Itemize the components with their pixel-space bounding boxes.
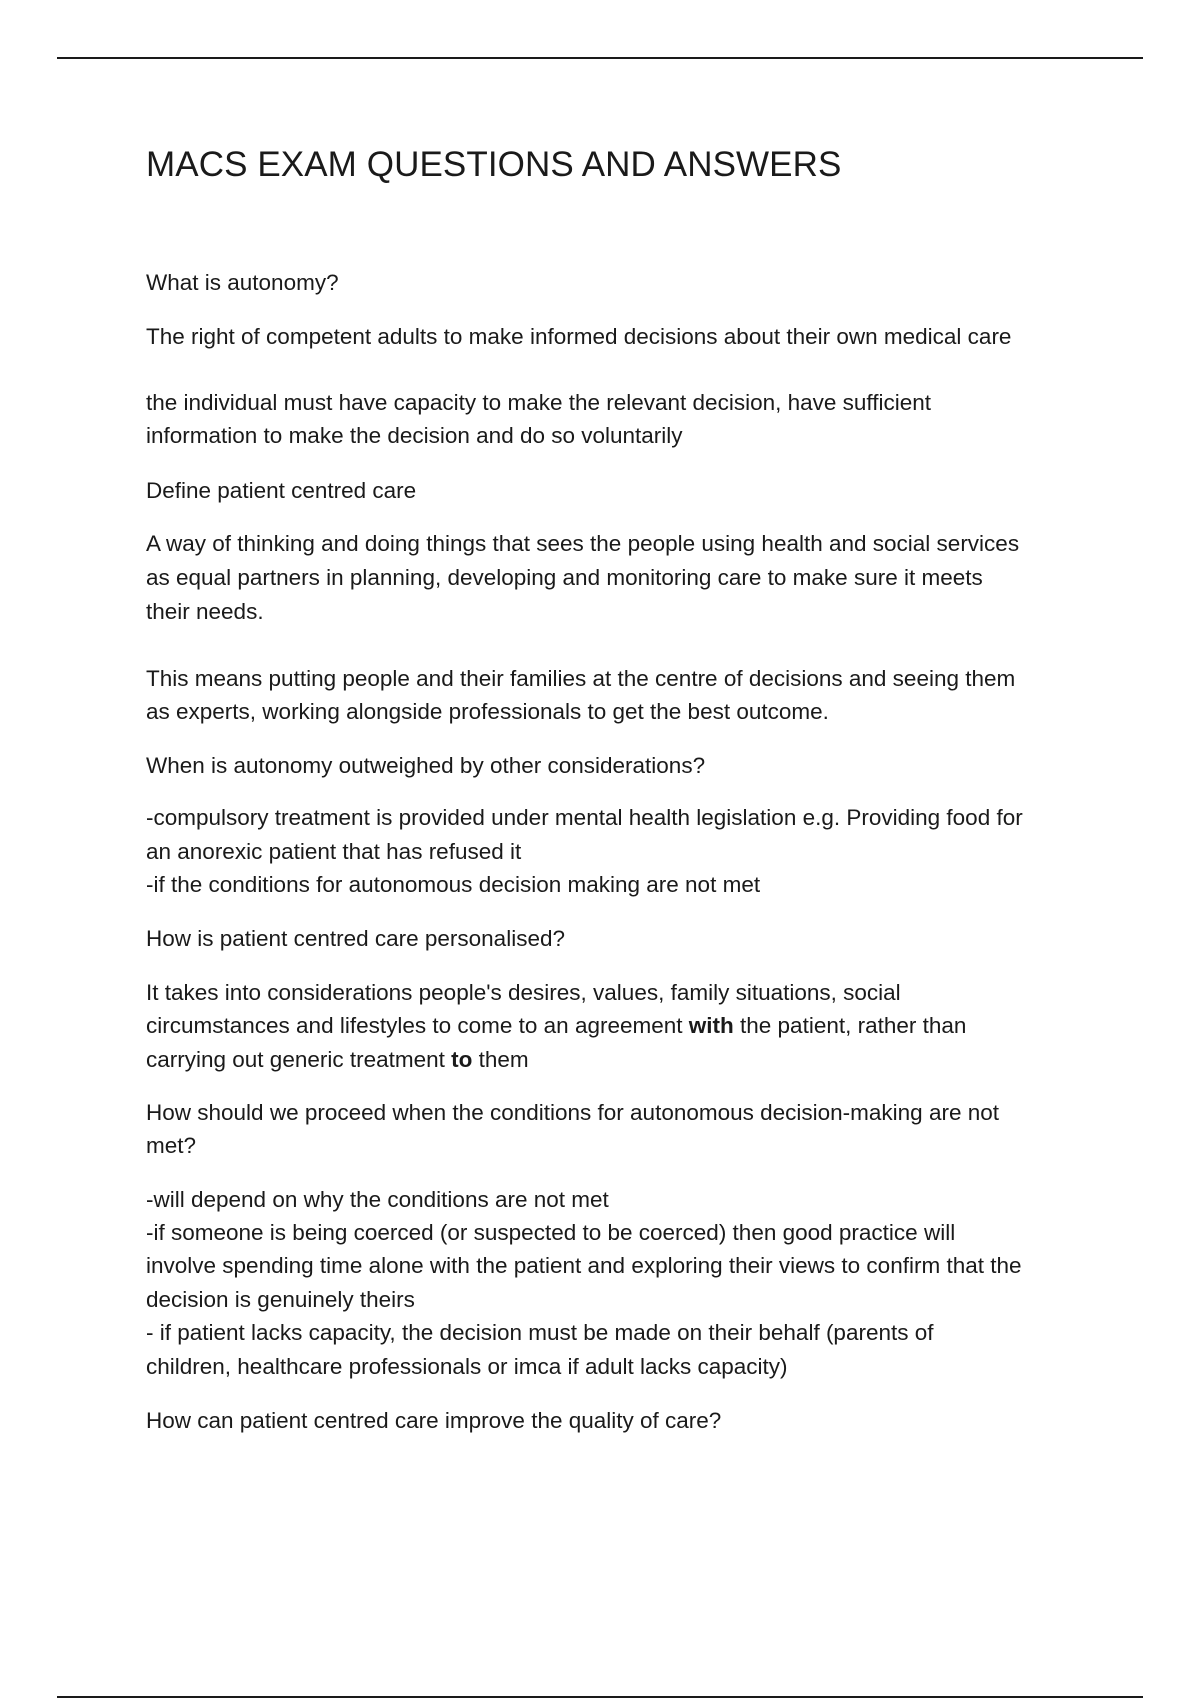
answer-conditions-not-met-line: involve spending time alone with the patient and exploring their views to confirm that the <box>146 1253 1022 1278</box>
answer-conditions-not-met-line: -will depend on why the conditions are not met <box>146 1187 609 1212</box>
answer-autonomy-line: The right of competent adults to make informed decisions about their own medical care <box>146 324 1012 349</box>
text-run: them <box>472 1047 529 1072</box>
answer-patient-centred-care-line: This means putting people and their families at the centre of decisions and seeing them <box>146 666 1016 691</box>
emphasis-with: with <box>688 1013 734 1038</box>
question-autonomy-outweighed: When is autonomy outweighed by other considerations? <box>146 753 706 778</box>
answer-autonomy-outweighed-line: an anorexic patient that has refused it <box>146 839 522 864</box>
question-conditions-not-met: How should we proceed when the conditions for autonomous decision-making are not <box>146 1100 1000 1125</box>
answer-personalised-care-line <box>146 1043 529 1076</box>
answer-patient-centred-care-line: as equal partners in planning, developing and monitoring care to make sure it meets <box>146 565 983 590</box>
answer-autonomy-outweighed-line: -if the conditions for autonomous decision making are not met <box>146 872 761 897</box>
top-divider <box>57 57 1143 59</box>
question-personalised-care: How is patient centred care personalised? <box>146 926 565 951</box>
question-patient-centred-care: Define patient centred care <box>146 478 417 503</box>
text-run: circumstances and lifestyles to come to an agreement <box>146 1013 689 1038</box>
answer-conditions-not-met-line: children, healthcare professionals or imca if adult lacks capacity) <box>146 1354 788 1379</box>
emphasis-to: to <box>451 1047 473 1072</box>
answer-conditions-not-met-line: -if someone is being coerced (or suspected to be coerced) then good practice will <box>146 1220 956 1245</box>
answer-conditions-not-met-line: decision is genuinely theirs <box>146 1287 415 1312</box>
text-run: carrying out generic treatment <box>146 1047 452 1072</box>
answer-autonomy-line: the individual must have capacity to make the relevant decision, have sufficient <box>146 390 932 415</box>
answer-patient-centred-care-line: as experts, working alongside professionals to get the best outcome. <box>146 699 829 724</box>
text-run: the patient, rather than <box>733 1013 967 1038</box>
question-autonomy: What is autonomy? <box>146 270 339 295</box>
answer-personalised-care-line: It takes into considerations people's desires, values, family situations, social <box>146 980 901 1005</box>
answer-personalised-care-line <box>146 1009 966 1042</box>
answer-patient-centred-care-line: A way of thinking and doing things that sees the people using health and social services <box>146 531 1020 556</box>
question-conditions-not-met: met? <box>146 1133 197 1158</box>
answer-autonomy-outweighed-line: -compulsory treatment is provided under mental health legislation e.g. Providing food for <box>146 805 1023 830</box>
question-quality-of-care: How can patient centred care improve the quality of care? <box>146 1408 722 1433</box>
document-title: MACS EXAM QUESTIONS AND ANSWERS <box>146 145 842 184</box>
answer-autonomy-line: information to make the decision and do so voluntarily <box>146 423 683 448</box>
answer-conditions-not-met-line: - if patient lacks capacity, the decision must be made on their behalf (parents of <box>146 1320 934 1345</box>
bottom-divider <box>57 1696 1143 1698</box>
answer-patient-centred-care-line: their needs. <box>146 599 264 624</box>
